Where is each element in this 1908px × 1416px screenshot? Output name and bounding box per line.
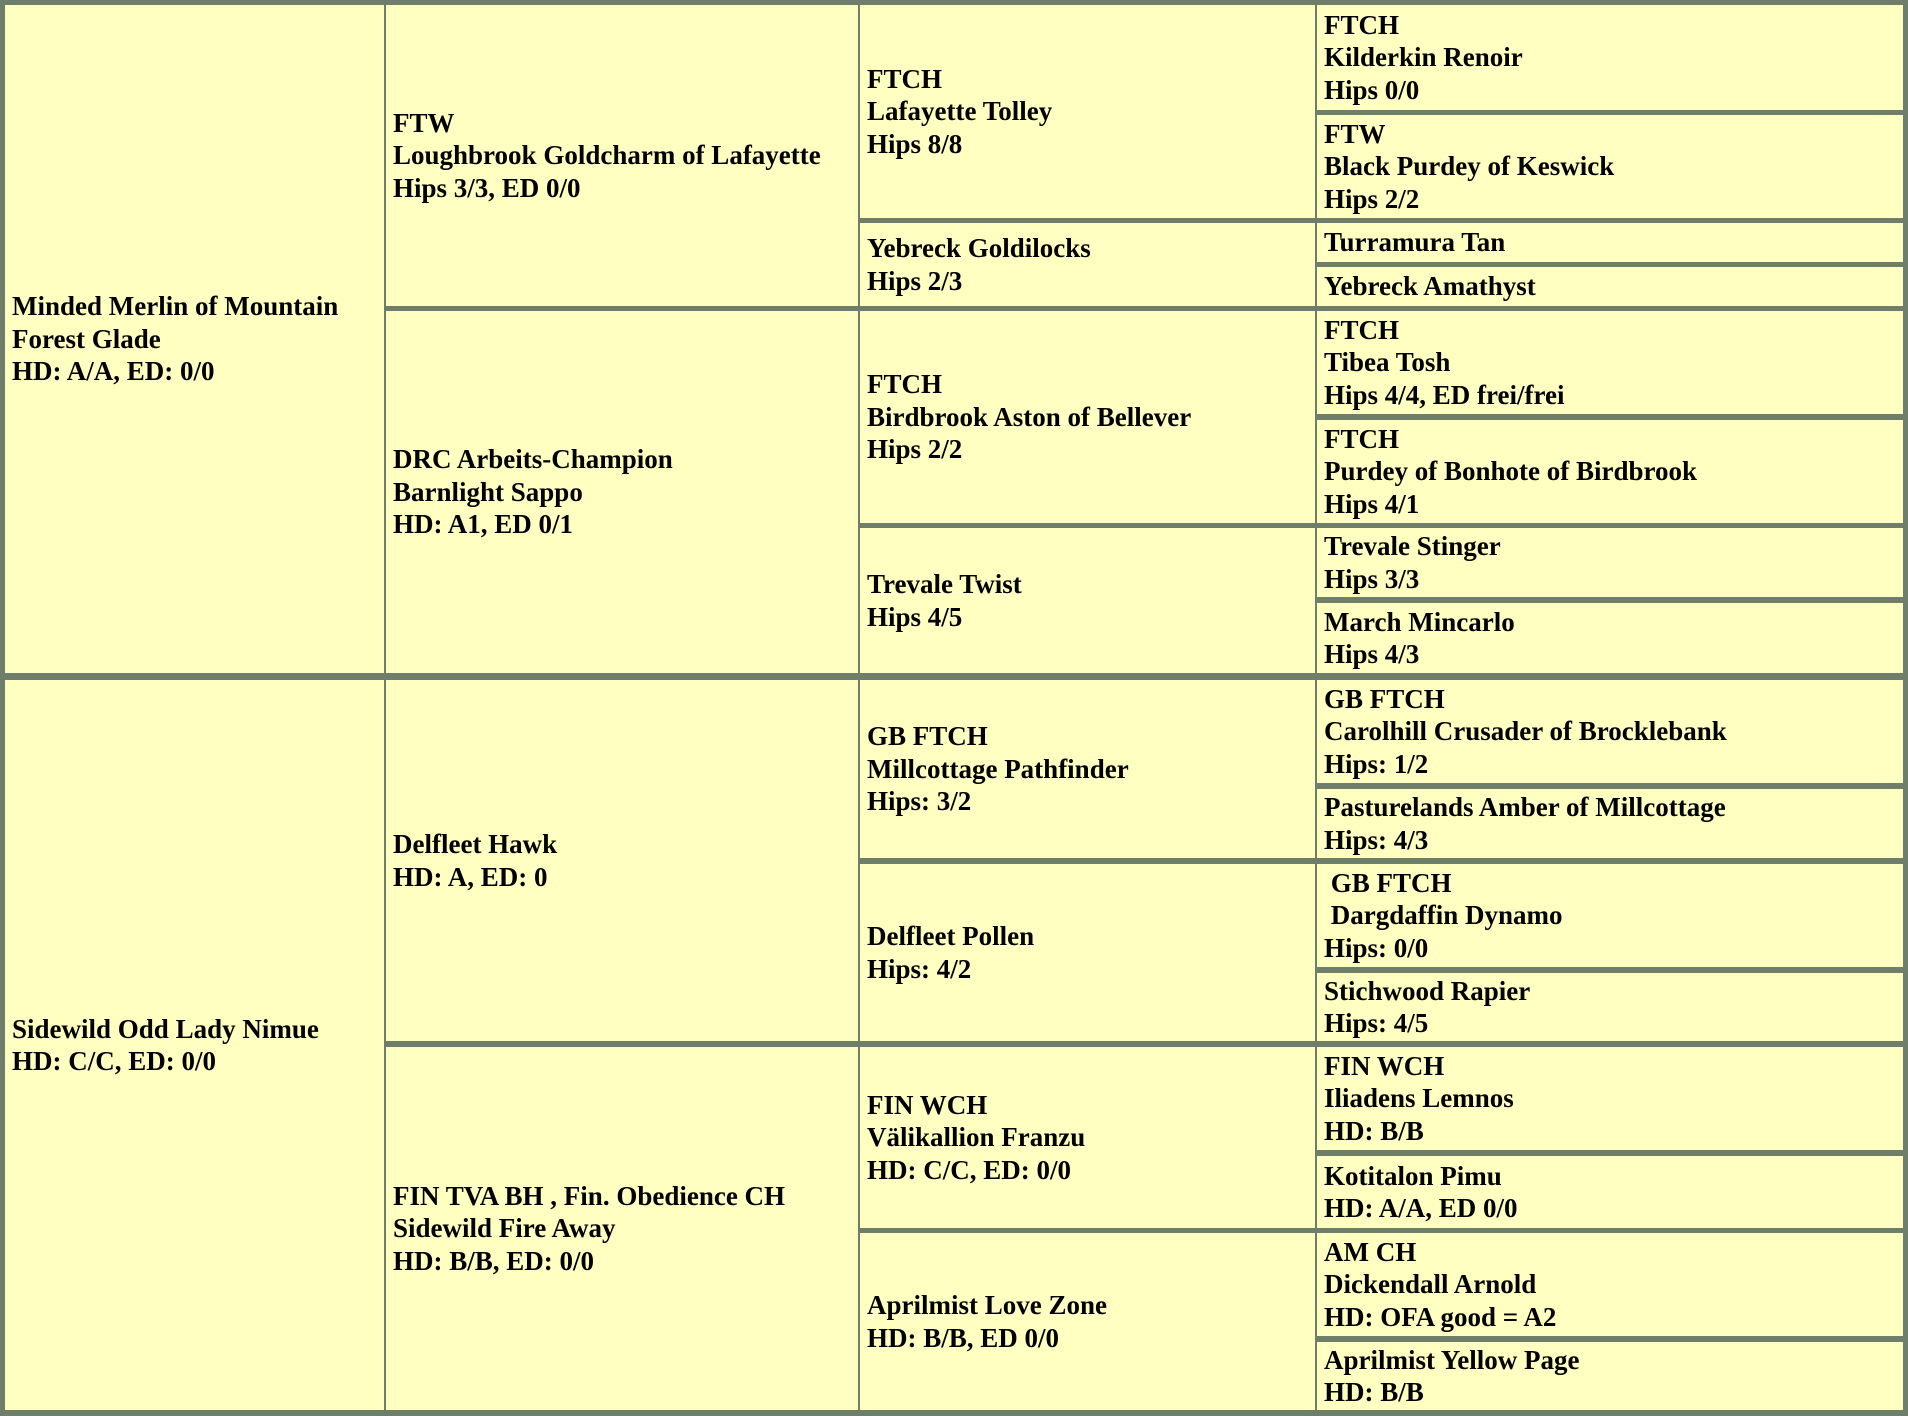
dog-info-line: Hips: 1/2 <box>1324 748 1429 779</box>
dog-info-line: FTCH <box>1324 423 1400 454</box>
dog-info-line: FIN TVA BH , Fin. Obedience CH <box>393 1180 786 1211</box>
gen3-dog-cell <box>860 528 1315 673</box>
dog-info-line: Hips: 4/3 <box>1324 824 1429 855</box>
dog-info-line: Hips: 3/2 <box>867 786 972 817</box>
dog-info-line: Birdbrook Aston of Bellever <box>867 401 1192 432</box>
dog-info-line: Hips 3/3, ED 0/0 <box>393 172 581 203</box>
dog-info-line: Minded Merlin of Mountain <box>12 291 339 322</box>
dog-info-line: Hips: 4/5 <box>1324 1008 1429 1038</box>
dog-info-line: Aprilmist Yellow Page <box>1324 1344 1580 1375</box>
gen4-dog-cell <box>1317 973 1903 1041</box>
gen4-dog-cell <box>1317 1233 1903 1336</box>
dog-info-line: Hips: 4/2 <box>867 953 972 984</box>
dog-info-line: DRC Arbeits-Champion <box>393 444 673 475</box>
gen2-dog-cell <box>386 1047 858 1410</box>
dog-info-line: Purdey of Bonhote of Birdbrook <box>1324 456 1698 487</box>
dog-info-line: Hips 2/2 <box>1324 183 1420 214</box>
dog-info-line: Sidewild Odd Lady Nimue <box>12 1013 319 1044</box>
gen4-dog-cell <box>1317 528 1903 597</box>
dog-info-line: March Mincarlo <box>1324 606 1515 637</box>
dog-info-line: Hips 4/3 <box>1324 639 1420 669</box>
dog-info-line: Trevale Twist <box>867 569 1022 599</box>
dog-info-line: FTCH <box>1324 9 1400 40</box>
dog-info-line: Iliadens Lemnos <box>1324 1083 1514 1114</box>
gen2-dog-cell <box>386 5 858 306</box>
gen4-dog-cell <box>1317 5 1903 110</box>
dog-info-line: Kotitalon Pimu <box>1324 1160 1502 1191</box>
dog-info-line: Turramura Tan <box>1324 227 1506 258</box>
dog-info-line: FIN WCH <box>1324 1050 1445 1081</box>
gen4-dog-cell <box>1317 115 1903 218</box>
dog-info-line: Hips 8/8 <box>867 128 963 159</box>
gen1-dog-cell <box>5 5 384 673</box>
dog-info-line: Aprilmist Love Zone <box>867 1290 1107 1320</box>
dog-info-line: HD: A/A, ED 0/0 <box>1324 1193 1518 1223</box>
gen3-dog-cell <box>860 1233 1315 1410</box>
dog-info-line: Hips 2/2 <box>867 434 963 465</box>
dog-info-line: HD: A/A, ED: 0/0 <box>12 356 215 387</box>
dog-info-line: FIN WCH <box>867 1089 988 1120</box>
dog-info-line: Kilderkin Renoir <box>1324 42 1523 73</box>
gen3-dog-cell <box>860 223 1315 306</box>
dog-info-line: Dickendall Arnold <box>1324 1269 1537 1300</box>
gen4-dog-cell <box>1317 603 1903 673</box>
dog-info-line: Trevale Stinger <box>1324 531 1501 561</box>
gen4-dog-cell <box>1317 680 1903 783</box>
dog-info-line: HD: A1, ED 0/1 <box>393 509 574 540</box>
dog-info-line: GB FTCH <box>1324 867 1452 898</box>
dog-info-line: Forest Glade <box>12 323 161 354</box>
gen2-dog-cell <box>386 680 858 1041</box>
gen4-dog-cell <box>1317 420 1903 523</box>
dog-info-line: HD: A, ED: 0 <box>393 861 548 892</box>
gen3-dog-cell <box>860 311 1315 523</box>
dog-info-line: Yebreck Amathyst <box>1324 271 1536 302</box>
dog-info-line: AM CH <box>1324 1236 1417 1267</box>
dog-info-line: Hips 3/3 <box>1324 563 1420 594</box>
dog-info-line: Stichwood Rapier <box>1324 975 1531 1006</box>
dog-info-line: Hips 4/4, ED frei/frei <box>1324 379 1565 410</box>
gen4-dog-cell <box>1317 789 1903 858</box>
dog-info-line: Yebreck Goldilocks <box>867 233 1091 263</box>
gen4-dog-cell <box>1317 267 1903 306</box>
dog-info-line: Tibea Tosh <box>1324 347 1451 378</box>
gen4-dog-cell <box>1317 311 1903 414</box>
dog-info-line: Välikallion Franzu <box>867 1122 1086 1153</box>
dog-info-line: HD: B/B, ED: 0/0 <box>393 1245 595 1276</box>
dog-info-line: Delfleet Pollen <box>867 921 1035 951</box>
gen1-dog-cell <box>5 680 384 1410</box>
dog-info-line: Sidewild Fire Away <box>393 1213 616 1244</box>
dog-info-line: Hips 4/5 <box>867 601 963 632</box>
dog-info-line: FTCH <box>867 63 943 94</box>
dog-info-line: Dargdaffin Dynamo <box>1324 900 1563 931</box>
dog-info-line: GB FTCH <box>1324 683 1445 714</box>
gen3-dog-cell <box>860 5 1315 218</box>
gen2-dog-cell <box>386 311 858 673</box>
gen4-dog-cell <box>1317 223 1903 262</box>
dog-info-line: Pasturelands Amber of Millcottage <box>1324 792 1726 822</box>
dog-info-line: HD: C/C, ED: 0/0 <box>12 1046 216 1076</box>
dog-info-line: Lafayette Tolley <box>867 96 1053 127</box>
dog-info-line: Delfleet Hawk <box>393 829 558 859</box>
dog-info-line: Loughbrook Goldcharm of Lafayette <box>393 140 821 171</box>
dog-info-line: Hips 2/3 <box>867 265 963 296</box>
dog-info-line: Hips: 0/0 <box>1324 932 1429 963</box>
dog-info-line: GB FTCH <box>867 721 988 752</box>
dog-info-line: HD: B/B <box>1324 1377 1424 1407</box>
dog-info-line: Hips 0/0 <box>1324 74 1420 105</box>
gen3-dog-cell <box>860 680 1315 858</box>
dog-info-line: HD: B/B <box>1324 1115 1424 1146</box>
gen4-dog-cell <box>1317 1047 1903 1150</box>
gen4-dog-cell <box>1317 1156 1903 1228</box>
dog-info-line: Hips 4/1 <box>1324 488 1420 519</box>
gen3-dog-cell <box>860 1047 1315 1228</box>
dog-info-line: FTW <box>393 107 455 138</box>
dog-info-line: HD: B/B, ED 0/0 <box>867 1322 1060 1353</box>
dog-info-line: Barnlight Sappo <box>393 476 583 507</box>
dog-info-line: HD: OFA good = A2 <box>1324 1301 1557 1332</box>
dog-info-line: Carolhill Crusader of Brocklebank <box>1324 716 1727 747</box>
dog-info-line: Millcottage Pathfinder <box>867 753 1129 784</box>
gen4-dog-cell <box>1317 864 1903 967</box>
dog-info-line: FTCH <box>1324 314 1400 345</box>
dog-info-line: HD: C/C, ED: 0/0 <box>867 1154 1071 1185</box>
dog-info-line: Black Purdey of Keswick <box>1324 151 1615 182</box>
gen4-dog-cell <box>1317 1342 1903 1410</box>
gen3-dog-cell <box>860 864 1315 1041</box>
dog-info-line: FTW <box>1324 118 1386 149</box>
dog-info-line: FTCH <box>867 369 943 400</box>
